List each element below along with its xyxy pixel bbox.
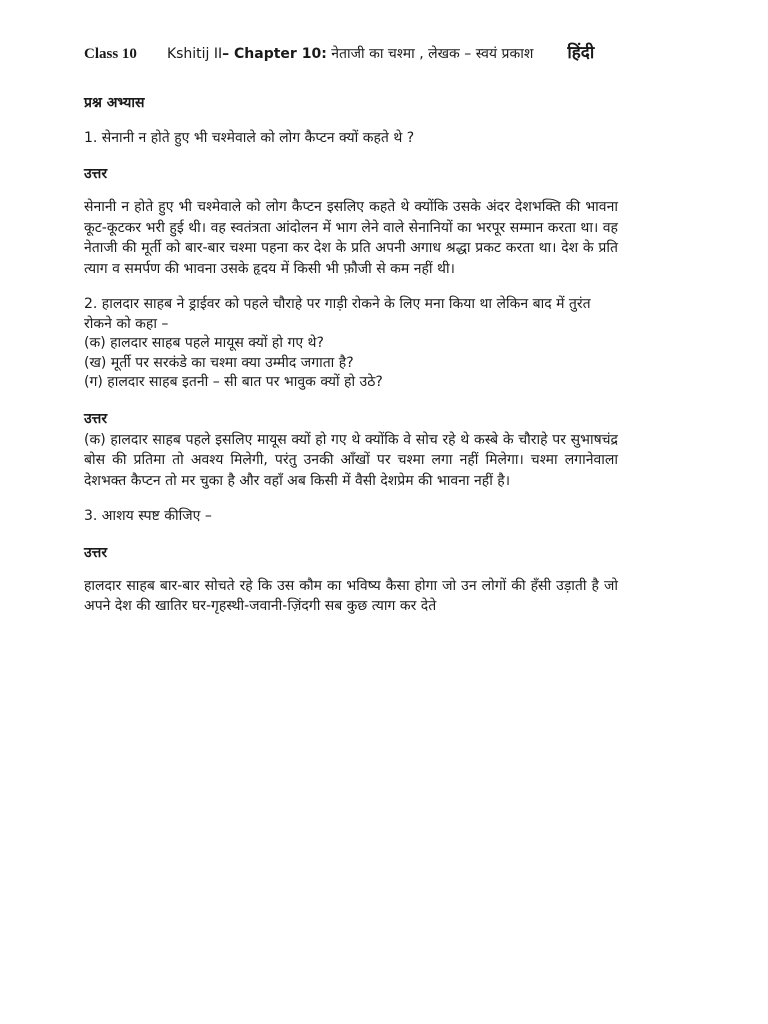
chapter-heading	[167, 44, 533, 63]
question-2-text: 2. हालदार साहब ने ड्राईवर को पहले चौराहे पर गाड़ी रोकने के लिए मना किया था लेकिन बाद में तुरंत रोकने को कहा –	[84, 296, 591, 332]
answer-2-label: उत्तर	[84, 410, 108, 427]
question-3-text: 3. आशय स्पष्ट कीजिए –	[84, 508, 212, 524]
section-title: प्रश्न अभ्यास	[84, 95, 145, 111]
chapter-title: नेताजी का चश्मा , लेखक – स्वयं प्रकाश	[326, 46, 534, 62]
subject-label: हिंदी	[567, 43, 595, 63]
question-1: 1. सेनानी न होते हुए भी चश्मेवाले को लोग कैप्टन क्यों कहते थे ?	[84, 130, 415, 146]
chapter-number: – Chapter 10:	[222, 46, 327, 62]
answer-3: हालदार साहब बार-बार सोचते रहे कि उस कौम का भविष्य कैसा होगा जो उन लोगों की हँसी उड़ाती है जो अपने देश की खातिर घर-गृहस्थी-जवानी-ज़िंदगी सब कुछ त्याग कर देते	[84, 577, 618, 614]
question-2-sub: (ख) मूर्ती पर सरकंडे का चश्मा क्या उम्मीद जगाता है?	[84, 354, 354, 371]
question-2	[84, 295, 618, 393]
answer-1-label: उत्तर	[84, 166, 108, 182]
question-3	[84, 507, 618, 527]
class-label: Class 10	[84, 46, 137, 62]
question-2-sub: (ग) हालदार साहब इतनी – सी बात पर भावुक क्यों हो उठे?	[84, 374, 383, 390]
page-header	[84, 40, 618, 63]
answer-2-ka: (क) हालदार साहब पहले इसलिए मायूस क्यों हो गए थे क्योंकि वे सोच रहे थे कस्बे के चौराहे पर सुभाषचंद्र बोस की प्रतिमा तो अवश्य मिलेगी, परंतु उनकी आँखों पर चश्मा लगा नहीं मिलेगा। चश्मा लगानेवाला देशभक्त कैप्टन तो मर चुका है और वहाँ अब किसी में वैसी देशप्रेम की भावना नहीं है।	[84, 431, 618, 489]
question-2-sub: (क) हालदार साहब पहले मायूस क्यों हो गए थे?	[84, 335, 324, 351]
answer-3-label: उत्तर	[84, 544, 108, 561]
answer-1: सेनानी न होते हुए भी चश्मेवाले को लोग कैप्टन इसलिए कहते थे क्योंकि उसके अंदर देशभक्ति की भावना कूट-कूटकर भरी हुई थी। वह स्वतंत्रता आंदोलन में भाग लेने वाले सेनानियों का भरपूर सम्मान करता था। वह नेताजी की मूर्ती को बार-बार चश्मा पहना कर देश के प्रति अपनी अगाध श्रद्धा प्रकट करता था। देश के प्रति त्याग व समर्पण की भावना उसके हृदय में किसी भी फ़ौजी से कम नहीं थी।	[84, 199, 618, 277]
book-name: Kshitij II	[166, 46, 223, 62]
